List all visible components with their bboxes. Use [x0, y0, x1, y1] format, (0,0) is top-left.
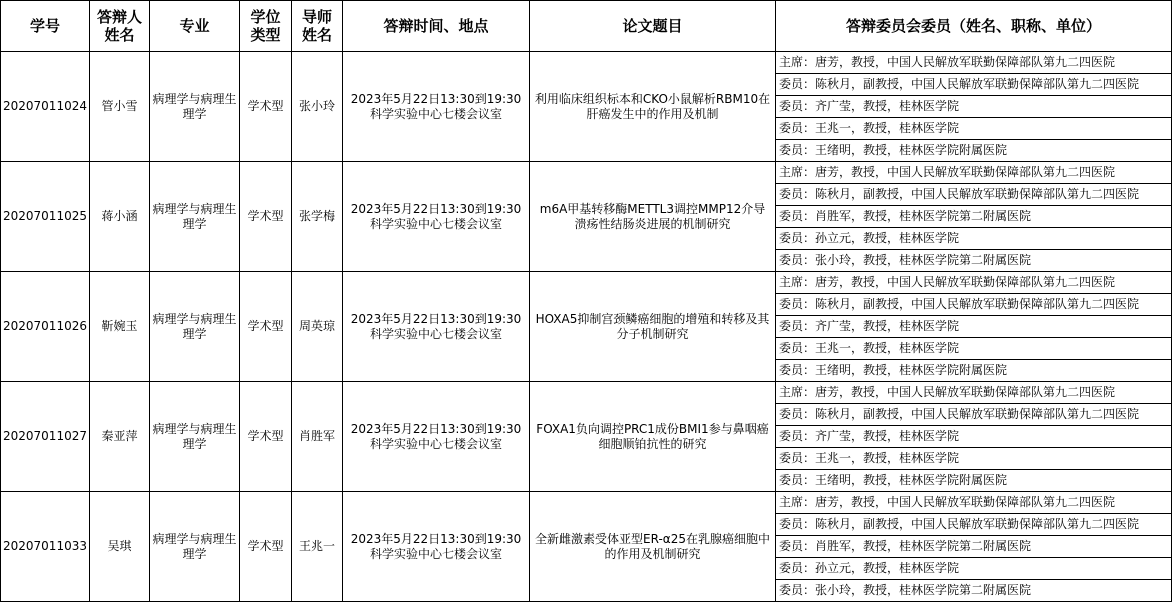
table-row — [1, 492, 1172, 514]
committee-member: 委员：张小玲，教授，桂林医学院第二附属医院 — [776, 250, 1172, 272]
header-major: 专业 — [150, 1, 240, 52]
table-row — [1, 382, 1172, 404]
advisor: 张学梅 — [292, 162, 343, 272]
header-advisor: 导师 姓名 — [292, 1, 343, 52]
student-id: 20207011025 — [1, 162, 90, 272]
committee-member: 主席：唐芳，教授，中国人民解放军联勤保障部队第九二四医院 — [776, 382, 1172, 404]
advisor: 张小玲 — [292, 52, 343, 162]
time-place: 2023年5月22日13:30到19:30 科学实验中心七楼会议室 — [343, 52, 530, 162]
committee-member: 委员：王兆一，教授，桂林医学院 — [776, 118, 1172, 140]
committee-member: 委员：陈秋月，副教授，中国人民解放军联勤保障部队第九二四医院 — [776, 514, 1172, 536]
degree-type: 学术型 — [240, 492, 292, 602]
thesis-title: HOXA5抑制宫颈鳞癌细胞的增殖和转移及其分子机制研究 — [530, 272, 776, 382]
student-name: 蒋小涵 — [90, 162, 150, 272]
committee-member: 委员：齐广莹，教授，桂林医学院 — [776, 96, 1172, 118]
degree-type: 学术型 — [240, 272, 292, 382]
thesis-title: 全新雌激素受体亚型ER-α25在乳腺癌细胞中的作用及机制研究 — [530, 492, 776, 602]
table-row — [1, 272, 1172, 294]
committee-member: 主席：唐芳，教授，中国人民解放军联勤保障部队第九二四医院 — [776, 492, 1172, 514]
major: 病理学与病理生理学 — [150, 162, 240, 272]
committee-member: 委员：孙立元，教授，桂林医学院 — [776, 558, 1172, 580]
time-place: 2023年5月22日13:30到19:30 科学实验中心七楼会议室 — [343, 162, 530, 272]
thesis-title: FOXA1负向调控PRC1成份BMI1参与鼻咽癌细胞顺铂抗性的研究 — [530, 382, 776, 492]
committee-member: 委员：陈秋月，副教授，中国人民解放军联勤保障部队第九二四医院 — [776, 184, 1172, 206]
committee-member: 委员：齐广莹，教授，桂林医学院 — [776, 426, 1172, 448]
degree-type: 学术型 — [240, 52, 292, 162]
committee-member: 委员：王兆一，教授，桂林医学院 — [776, 448, 1172, 470]
committee-member: 主席：唐芳，教授，中国人民解放军联勤保障部队第九二四医院 — [776, 162, 1172, 184]
advisor: 肖胜军 — [292, 382, 343, 492]
student-name: 吴琪 — [90, 492, 150, 602]
degree-type: 学术型 — [240, 162, 292, 272]
committee-member: 委员：王兆一，教授，桂林医学院 — [776, 338, 1172, 360]
student-id: 20207011026 — [1, 272, 90, 382]
thesis-title: m6A甲基转移酶METTL3调控MMP12介导溃疡性结肠炎进展的机制研究 — [530, 162, 776, 272]
committee-member: 委员：张小玲，教授，桂林医学院第二附属医院 — [776, 580, 1172, 602]
header-degree-type: 学位 类型 — [240, 1, 292, 52]
time-place: 2023年5月22日13:30到19:30 科学实验中心七楼会议室 — [343, 492, 530, 602]
committee-member: 委员：陈秋月，副教授，中国人民解放军联勤保障部队第九二四医院 — [776, 294, 1172, 316]
student-name: 管小雪 — [90, 52, 150, 162]
committee-member: 委员：陈秋月，副教授，中国人民解放军联勤保障部队第九二四医院 — [776, 74, 1172, 96]
committee-member: 委员：肖胜军，教授，桂林医学院第二附属医院 — [776, 206, 1172, 228]
committee-member: 委员：齐广莹，教授，桂林医学院 — [776, 316, 1172, 338]
major: 病理学与病理生理学 — [150, 272, 240, 382]
student-id: 20207011033 — [1, 492, 90, 602]
student-name: 秦亚萍 — [90, 382, 150, 492]
committee-member: 委员：肖胜军，教授，桂林医学院第二附属医院 — [776, 536, 1172, 558]
committee-member: 委员：王绪明，教授，桂林医学院附属医院 — [776, 360, 1172, 382]
thesis-title: 利用临床组织标本和CKO小鼠解析RBM10在肝癌发生中的作用及机制 — [530, 52, 776, 162]
table-row — [1, 162, 1172, 184]
student-id: 20207011024 — [1, 52, 90, 162]
header-row — [1, 1, 1172, 52]
major: 病理学与病理生理学 — [150, 382, 240, 492]
major: 病理学与病理生理学 — [150, 492, 240, 602]
advisor: 周英琼 — [292, 272, 343, 382]
degree-type: 学术型 — [240, 382, 292, 492]
header-student-id: 学号 — [1, 1, 90, 52]
committee-member: 主席：唐芳，教授，中国人民解放军联勤保障部队第九二四医院 — [776, 52, 1172, 74]
time-place: 2023年5月22日13:30到19:30 科学实验中心七楼会议室 — [343, 272, 530, 382]
advisor: 王兆一 — [292, 492, 343, 602]
student-name: 靳婉玉 — [90, 272, 150, 382]
header-committee: 答辩委员会委员（姓名、职称、单位） — [776, 1, 1172, 52]
committee-member: 主席：唐芳，教授，中国人民解放军联勤保障部队第九二四医院 — [776, 272, 1172, 294]
committee-member: 委员：王绪明，教授，桂林医学院附属医院 — [776, 140, 1172, 162]
major: 病理学与病理生理学 — [150, 52, 240, 162]
header-student-name: 答辩人 姓名 — [90, 1, 150, 52]
committee-member: 委员：王绪明，教授，桂林医学院附属医院 — [776, 470, 1172, 492]
student-id: 20207011027 — [1, 382, 90, 492]
table-row — [1, 52, 1172, 74]
committee-member: 委员：孙立元，教授，桂林医学院 — [776, 228, 1172, 250]
committee-member: 委员：陈秋月，副教授，中国人民解放军联勤保障部队第九二四医院 — [776, 404, 1172, 426]
time-place: 2023年5月22日13:30到19:30 科学实验中心七楼会议室 — [343, 382, 530, 492]
header-time-place: 答辩时间、地点 — [343, 1, 530, 52]
header-thesis-title: 论文题目 — [530, 1, 776, 52]
